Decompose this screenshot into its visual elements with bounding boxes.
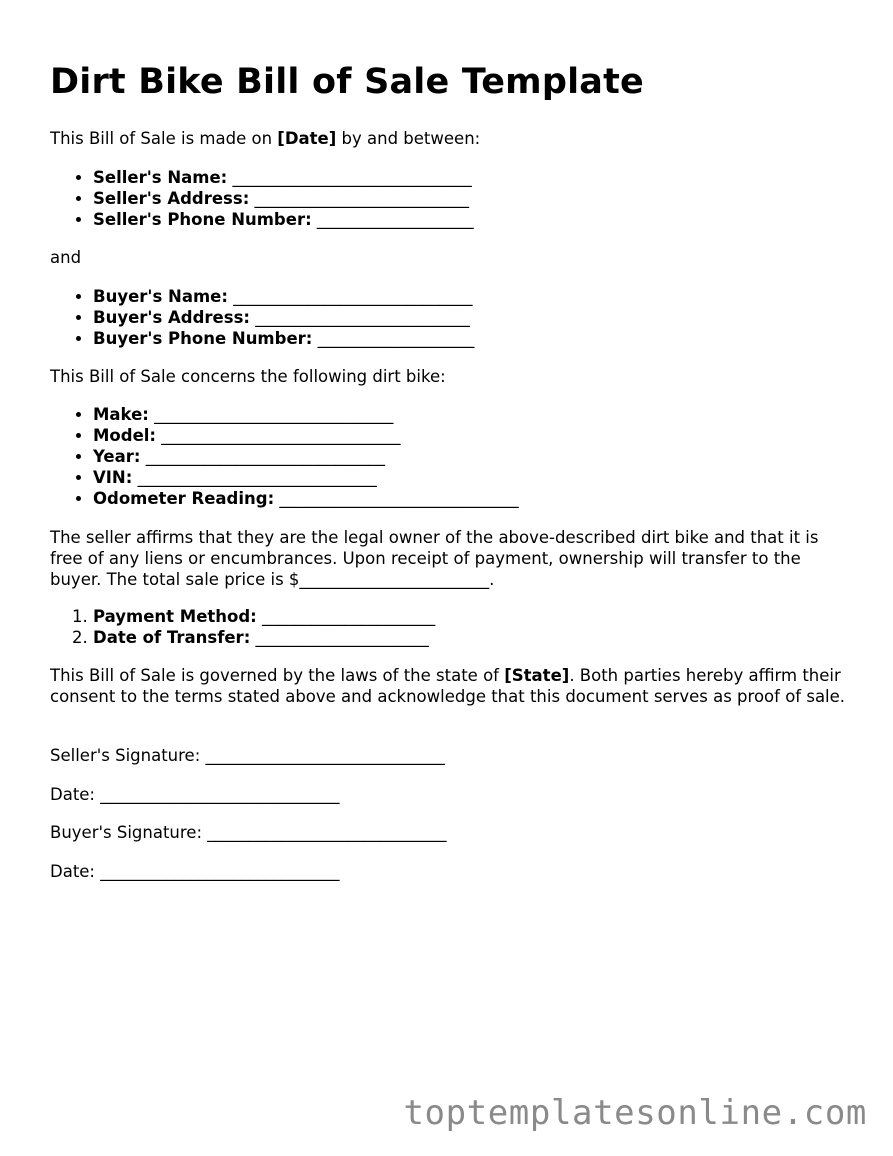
payment-method-item xyxy=(93,606,435,627)
buyer-address-item xyxy=(93,307,474,328)
date-placeholder: [Date] xyxy=(277,129,337,148)
buyer-name-label: Buyer's Name: xyxy=(93,287,228,306)
buyer-address-blank: __________________________ xyxy=(249,308,470,327)
bike-year-blank: _____________________________ xyxy=(140,447,385,466)
seller-phone-blank: ___________________ xyxy=(311,210,474,229)
transfer-date-item xyxy=(93,627,435,648)
bike-make-label: Make: xyxy=(93,405,149,424)
bike-vin-label: VIN: xyxy=(93,468,133,487)
seller-signature-line: Seller's Signature: _____________________________ xyxy=(50,746,445,765)
bike-model-blank: _____________________________ xyxy=(156,426,401,445)
bike-intro-paragraph xyxy=(50,366,446,387)
affirmation-text: The seller affirms that they are the legal owner of the above-described dirt bike and that it is free of any liens or encumbrances. Upon receipt of payment, ownership will transfer to the buyer. The total sale price is $_______________________. xyxy=(50,528,819,589)
bike-vin-item xyxy=(93,467,519,488)
seller-name-label: Seller's Name: xyxy=(93,168,228,187)
seller-name-blank: _____________________________ xyxy=(227,168,472,187)
payment-method-blank: _____________________ xyxy=(256,607,436,626)
seller-date-line: Date: _____________________________ xyxy=(50,785,340,804)
buyer-fields-list xyxy=(50,286,474,349)
seller-phone-label: Seller's Phone Number: xyxy=(93,210,312,229)
site-watermark: toptemplatesonline.com xyxy=(403,1093,867,1133)
buyer-phone-blank: ___________________ xyxy=(312,329,475,348)
governing-suffix: . Both parties hereby affirm their consent to the terms stated above and acknowledge that this document serves as proof of sale. xyxy=(50,666,846,706)
seller-address-label: Seller's Address: xyxy=(93,189,250,208)
bike-year-item xyxy=(93,446,519,467)
bike-intro-text: This Bill of Sale concerns the following dirt bike: xyxy=(50,367,446,386)
state-placeholder: [State] xyxy=(504,666,570,685)
seller-address-item xyxy=(93,188,474,209)
bike-odometer-label: Odometer Reading: xyxy=(93,489,275,508)
transfer-date-label: Date of Transfer: xyxy=(93,628,251,647)
governing-law-paragraph xyxy=(50,665,850,707)
buyer-date-line: Date: _____________________________ xyxy=(50,862,340,881)
bike-vin-blank: _____________________________ xyxy=(132,468,377,487)
page-title: Dirt Bike Bill of Sale Template xyxy=(50,62,644,102)
bike-fields-list xyxy=(50,404,519,509)
and-text: and xyxy=(50,248,82,267)
transfer-date-blank: _____________________ xyxy=(250,628,429,647)
bike-make-blank: _____________________________ xyxy=(148,405,394,424)
bike-odometer-item xyxy=(93,488,519,509)
buyer-name-blank: _____________________________ xyxy=(227,287,473,306)
affirmation-paragraph xyxy=(50,527,850,590)
and-paragraph xyxy=(50,247,81,268)
bike-year-label: Year: xyxy=(93,447,141,466)
governing-prefix: This Bill of Sale is governed by the laws of the state of xyxy=(50,666,505,685)
bike-make-item xyxy=(93,404,519,425)
seller-name-item xyxy=(93,167,474,188)
buyer-phone-label: Buyer's Phone Number: xyxy=(93,329,313,348)
seller-fields-list xyxy=(50,167,474,230)
payment-method-label: Payment Method: xyxy=(93,607,257,626)
intro-prefix: This Bill of Sale is made on xyxy=(50,129,278,148)
intro-paragraph xyxy=(50,128,480,149)
buyer-address-label: Buyer's Address: xyxy=(93,308,250,327)
buyer-name-item xyxy=(93,286,474,307)
bike-odometer-blank: _____________________________ xyxy=(274,489,519,508)
payment-fields-list xyxy=(50,606,435,648)
seller-address-blank: __________________________ xyxy=(249,189,470,208)
bike-model-label: Model: xyxy=(93,426,157,445)
intro-suffix: by and between: xyxy=(336,129,481,148)
seller-phone-item xyxy=(93,209,474,230)
buyer-phone-item xyxy=(93,328,474,349)
buyer-signature-line: Buyer's Signature: _____________________________ xyxy=(50,823,447,842)
bike-model-item xyxy=(93,425,519,446)
